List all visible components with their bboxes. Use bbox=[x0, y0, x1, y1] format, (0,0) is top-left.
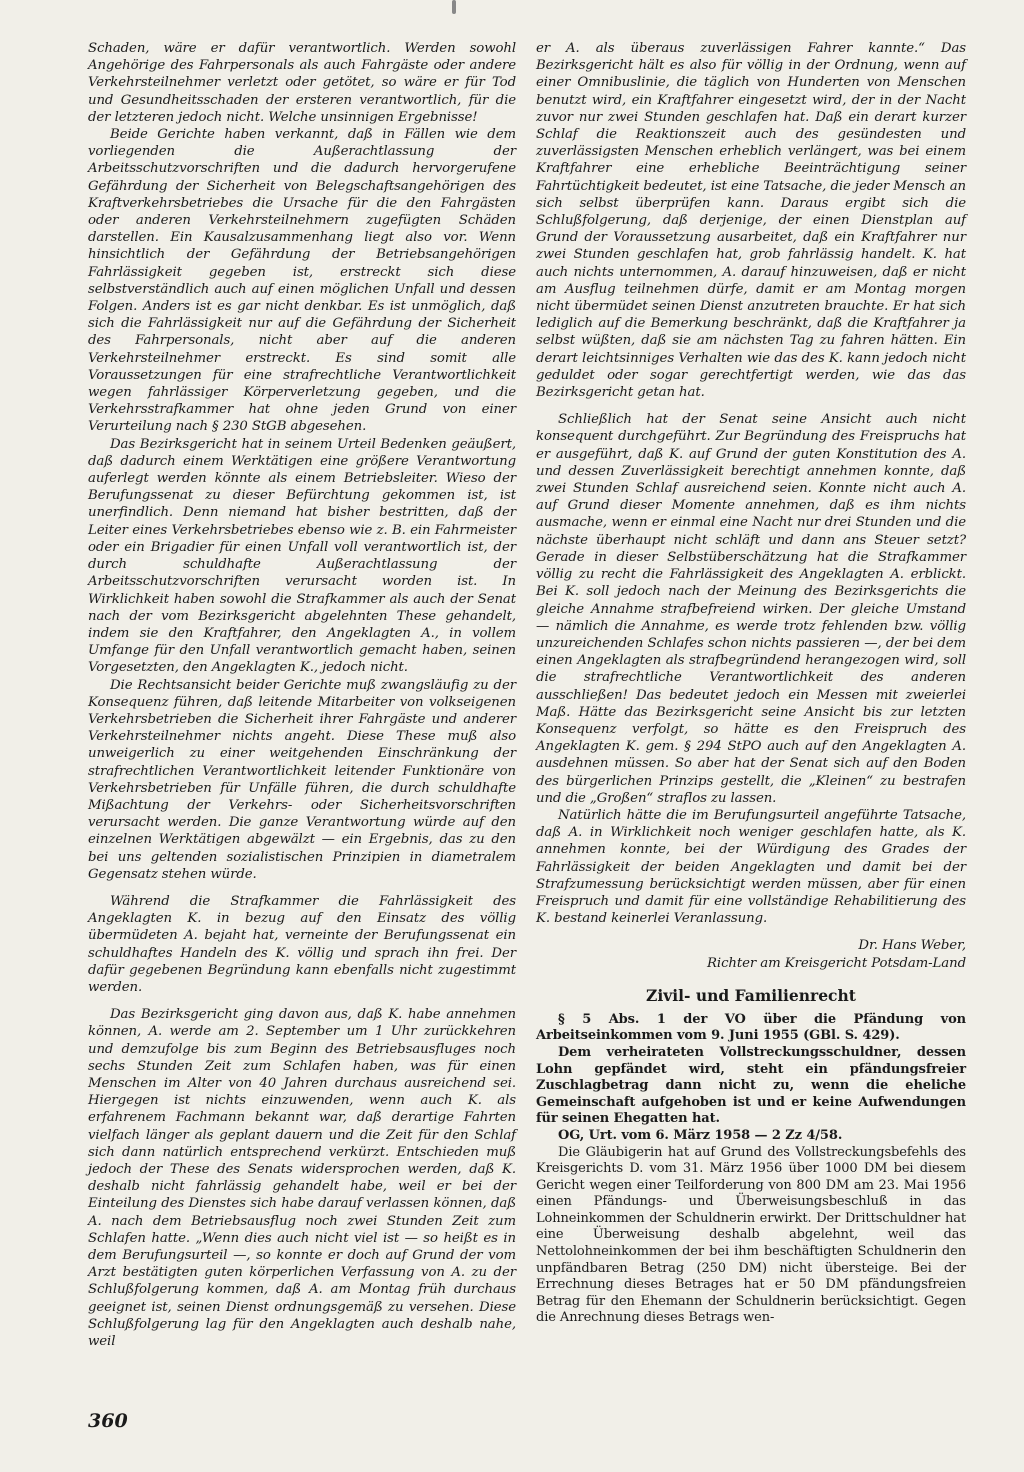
right-column bbox=[536, 40, 966, 1327]
paragraph: Natürlich hätte die im Berufungsurteil angeführte Tatsache, daß A. in Wirklichkeit noch weniger geschlafen hatte, als K. annehmen konnte, bei der Würdigung des Grades der Fahrlässigkeit der beiden Angeklagten und damit bei der Strafzumessung berücksichtigt werden müssen, aber für einen Freispruch und damit für eine vollständige Rehabilitierung des K. bestand keinerlei Veranlassung. bbox=[536, 807, 966, 927]
section-title: Zivil- und Familienrecht bbox=[646, 985, 856, 1005]
page-number: 360 bbox=[88, 1410, 128, 1432]
signature-title: Richter am Kreisgericht Potsdam-Land bbox=[707, 955, 966, 971]
paragraph: Beide Gerichte haben verkannt, daß in Fällen wie dem vorliegenden die Außerachtlassung der Arbeitsschutzvorschriften und die dadurch hervorgerufene Gefährdung der Sicherheit von Belegschaftsangehörigen des Kraftverkehrsbetriebes die Ursache für die den Fahrgästen oder anderen Verkehrsteilnehmern zugefügten Schäden darstellen. Ein Kausalzusammenhang liegt also vor. Wenn hinsichtlich der Gefährdung der Betriebsangehörigen Fahrlässigkeit gegeben ist, erstreckt sich diese selbstverständlich auch auf einen möglichen Unfall und dessen Folgen. Anders ist es gar nicht denkbar. Es ist unmöglich, daß sich die Fahrlässigkeit nur auf die Gefährdung der Sicherheit des Fahrpersonals, nicht aber auf die anderen Verkehrsteilnehmer erstreckt. Es sind somit alle Voraussetzungen für eine strafrechtliche Verantwortlichkeit wegen fahrlässiger Körperverletzung gegeben, und die Verkehrsstrafkammer hat ohne jeden Grund von einer Verurteilung nach § 230 StGB abgesehen. bbox=[88, 127, 516, 435]
ruling-headnote: Dem verheirateten Vollstreckungsschuldner, dessen Lohn gepfändet wird, steht ein pfändungsfreier Zuschlagbetrag dann nicht zu, wenn die eheliche Gemeinschaft aufgehoben ist und er keine Aufwendungen für seinen Ehegatten hat. bbox=[536, 1044, 966, 1127]
ruling-body: Die Gläubigerin hat auf Grund des Vollstreckungsbefehls des Kreisgerichts D. vom 31. März 1956 über 1000 DM bei diesem Gericht wegen einer Teilforderung von 800 DM am 23. Mai 1956 einen Pfändungs- und Überweisungsbeschluß in das Lohneinkommen der Schuldnerin erwirkt. Der Drittschuldner hat eine Überweisung deshalb abgelehnt, weil das Nettolohneinkommen der bei ihm beschäftigten Schuldnerin den unpfändbaren Betrag (250 DM) nicht übersteige. Bei der Errechnung dieses Betrages hat er 50 DM pfändungsfreien Betrag für den Ehemann der Schuldnerin berücksichtigt. Gegen die Anrechnung dieses Betrags wen- bbox=[536, 1144, 966, 1326]
paragraph: Schließlich hat der Senat seine Ansicht auch nicht konsequent durchgeführt. Zur Begründung des Freispruchs hat er ausgeführt, daß K. auf Grund der guten Konstitution des A. und dessen Zuverlässigkeit berechtigt annehmen konnte, daß zwei Stunden Schlaf ausreichend seien. Konnte nicht auch A. auf Grund dieser Momente annehmen, daß es ihm nichts ausmache, wenn er einmal eine Nacht nur drei Stunden und die nächste überhaupt nicht schläft und dann ans Steuer setzt? Gerade in dieser Selbstüberschätzung hat die Strafkammer völlig zu recht die Fahrlässigkeit des Angeklagten A. erblickt. Bei K. soll jedoch nach der Meinung des Bezirksgerichts die gleiche Annahme strafbefreiend wirken. Der gleiche Umstand — nämlich die Annahme, es werde trotz fehlenden bzw. völlig unzureichenden Schlafes schon nichts passieren —, der bei dem einen Angeklagten als strafbegründend herangezogen wird, soll die strafrechtliche Verantwortlichkeit des anderen ausschließen! Das bedeutet jedoch ein Messen mit zweierlei Maß. Hätte das Bezirksgericht seine Ansicht bis zur letzten Konsequenz verfolgt, so hätte es den Freispruch des Angeklagten K. gem. § 294 StPO auch auf den Angeklagten A. ausdehnen müssen. So aber hat der Senat sich auf den Boden des bürgerlichen Prinzips gestellt, die „Kleinen“ zu bestrafen und die „Großen“ straflos zu lassen. bbox=[536, 412, 966, 806]
paragraph: Das Bezirksgericht hat in seinem Urteil Bedenken geäußert, daß dadurch einem Werktätigen eine größere Verantwortung auferlegt werden könnte als einem Betriebsleiter. Wieso der Berufungssenat zu dieser Befürchtung gekommen ist, ist unerfindlich. Denn niemand hat bisher bestritten, daß der Leiter eines Verkehrsbetriebes ebenso wie z. B. ein Fahrmeister oder ein Brigadier für einen Unfall voll verantwortlich ist, der durch schuldhafte Außerachtlassung der Arbeitsschutzvorschriften verursacht worden ist. In Wirklichkeit haben sowohl die Strafkammer als auch der Senat nach der vom Bezirksgericht abgelehnten These gehandelt, indem sie den Kraftfahrer, den Angeklagten A., in vollem Umfange für den Unfall verantwortlich gemacht haben, seinen Vorgesetzten, den Angeklagten K., jedoch nicht. bbox=[88, 436, 516, 676]
signature-name: Dr. Hans Weber, bbox=[858, 938, 966, 954]
ruling-court-reference: OG, Urt. vom 6. März 1958 — 2 Zz 4/58. bbox=[558, 1127, 843, 1143]
paragraph: Das Bezirksgericht ging davon aus, daß K. habe annehmen können, A. werde am 2. September um 1 Uhr zurückkehren und demzufolge bis zum Beginn des Betriebsausfluges noch sechs Stunden Zeit zum Schlafen haben, was für einen Menschen im Alter von 40 Jahren durchaus ausreichend sei. Hiergegen ist nichts einzuwenden, wenn auch K. als erfahrenem Fachmann bekannt war, daß derartige Fahrten vielfach länger als geplant dauern und die Zeit für den Schlaf sich dann natürlich entsprechend verkürzt. Entschieden muß jedoch der These des Senats widersprochen werden, daß K. deshalb nicht fahrlässig gehandelt habe, weil er bei der Einteilung des Dienstes sich habe darauf verlassen können, daß A. nach dem Betriebsausflug noch zwei Stunden Zeit zum Schlafen hatte. „Wenn dies auch nicht viel ist — so heißt es in dem Berufungsurteil —, so konnte er doch auf Grund der vom Arzt bestätigten guten körperlichen Verfassung von A. zu der Schlußfolgerung kommen, daß A. am Montag früh durchaus geeignet ist, seinen Dienst ordnungsgemäß zu versehen. Diese Schlußfolgerung lag für den Angeklagten auch deshalb nahe, weil bbox=[88, 1007, 516, 1350]
left-column bbox=[88, 40, 516, 1350]
scan-speck bbox=[452, 0, 456, 14]
paragraph: Die Rechtsansicht beider Gerichte muß zwangsläufig zu der Konsequenz führen, daß leitende Mitarbeiter von volkseigenen Verkehrsbetrieben die Sicherheit ihrer Fahrgäste und anderer Verkehrsteilnehmer nichts angeht. Diese These muß also unweigerlich zu einer weitgehenden Einschränkung der strafrechtlichen Verantwortlichkeit leitender Funktionäre von Verkehrsbetrieben für Unfälle führen, die durch schuldhafte Mißachtung der Verkehrs- oder Sicherheitsvorschriften verursacht werden. Die ganze Verantwortung würde auf den einzelnen Werktätigen abgewälzt — ein Ergebnis, das zu den bei uns geltenden sozialistischen Prinzipien in diametralem Gegensatz stehen würde. bbox=[88, 677, 516, 882]
ruling-citation: § 5 Abs. 1 der VO über die Pfändung von Arbeitseinkommen vom 9. Juni 1955 (GBl. S. 429). bbox=[536, 1011, 966, 1044]
paragraph: Während die Strafkammer die Fahrlässigkeit des Angeklagten K. in bezug auf den Einsatz des völlig übermüdeten A. bejaht hat, verneinte der Berufungssenat ein schuldhaftes Handeln des K. völlig und sprach ihn frei. Der dafür gegebenen Begründung kann ebenfalls nicht zugestimmt werden. bbox=[88, 893, 516, 995]
paragraph: er A. als überaus zuverlässigen Fahrer kannte.“ Das Bezirksgericht hält es also für völlig in der Ordnung, wenn auf einer Omnibuslinie, die täglich von Hunderten von Menschen benutzt wird, ein Kraftfahrer eingesetzt wird, der in der Nacht zuvor nur zwei Stunden geschlafen hat. Daß ein derart kurzer Schlaf die Reaktionszeit auch des gesündesten und zuverlässigsten Menschen erheblich verlängert, was bei einem Kraftfahrer eine erhebliche Beeinträchtigung seiner Fahrtüchtigkeit bedeutet, ist eine Tatsache, die jeder Mensch an sich selbst überprüfen kann. Daraus ergibt sich die Schlußfolgerung, daß derjenige, der einen Dienstplan auf Grund der Voraussetzung ausarbeitet, daß ein Kraftfahrer nur zwei Stunden geschlafen hat, grob fahrlässig handelt. K. hat auch nichts unternommen, A. darauf hinzuweisen, daß er nicht am Ausflug teilnehmen dürfe, damit er am Montag morgen nicht übermüdet seinen Dienst anzutreten brauchte. Er hat sich lediglich auf die Bemerkung beschränkt, daß die Kraftfahrer ja selbst wüßten, daß sie am nächsten Tag zu fahren hätten. Ein derart leichtsinniges Verhalten wie das des K. kann jedoch nicht geduldet oder sogar gerechtfertigt werden, wie das das Bezirksgericht getan hat. bbox=[536, 41, 966, 401]
paragraph: Schaden, wäre er dafür verantwortlich. Werden sowohl Angehörige des Fahrpersonals als auch Fahrgäste oder andere Verkehrsteilnehmer verletzt oder getötet, so wäre er für Tod und Gesundheitsschaden der ersteren verantwortlich, für die der letzteren jedoch nicht. Welche unsinnigen Ergebnisse! bbox=[88, 41, 516, 125]
